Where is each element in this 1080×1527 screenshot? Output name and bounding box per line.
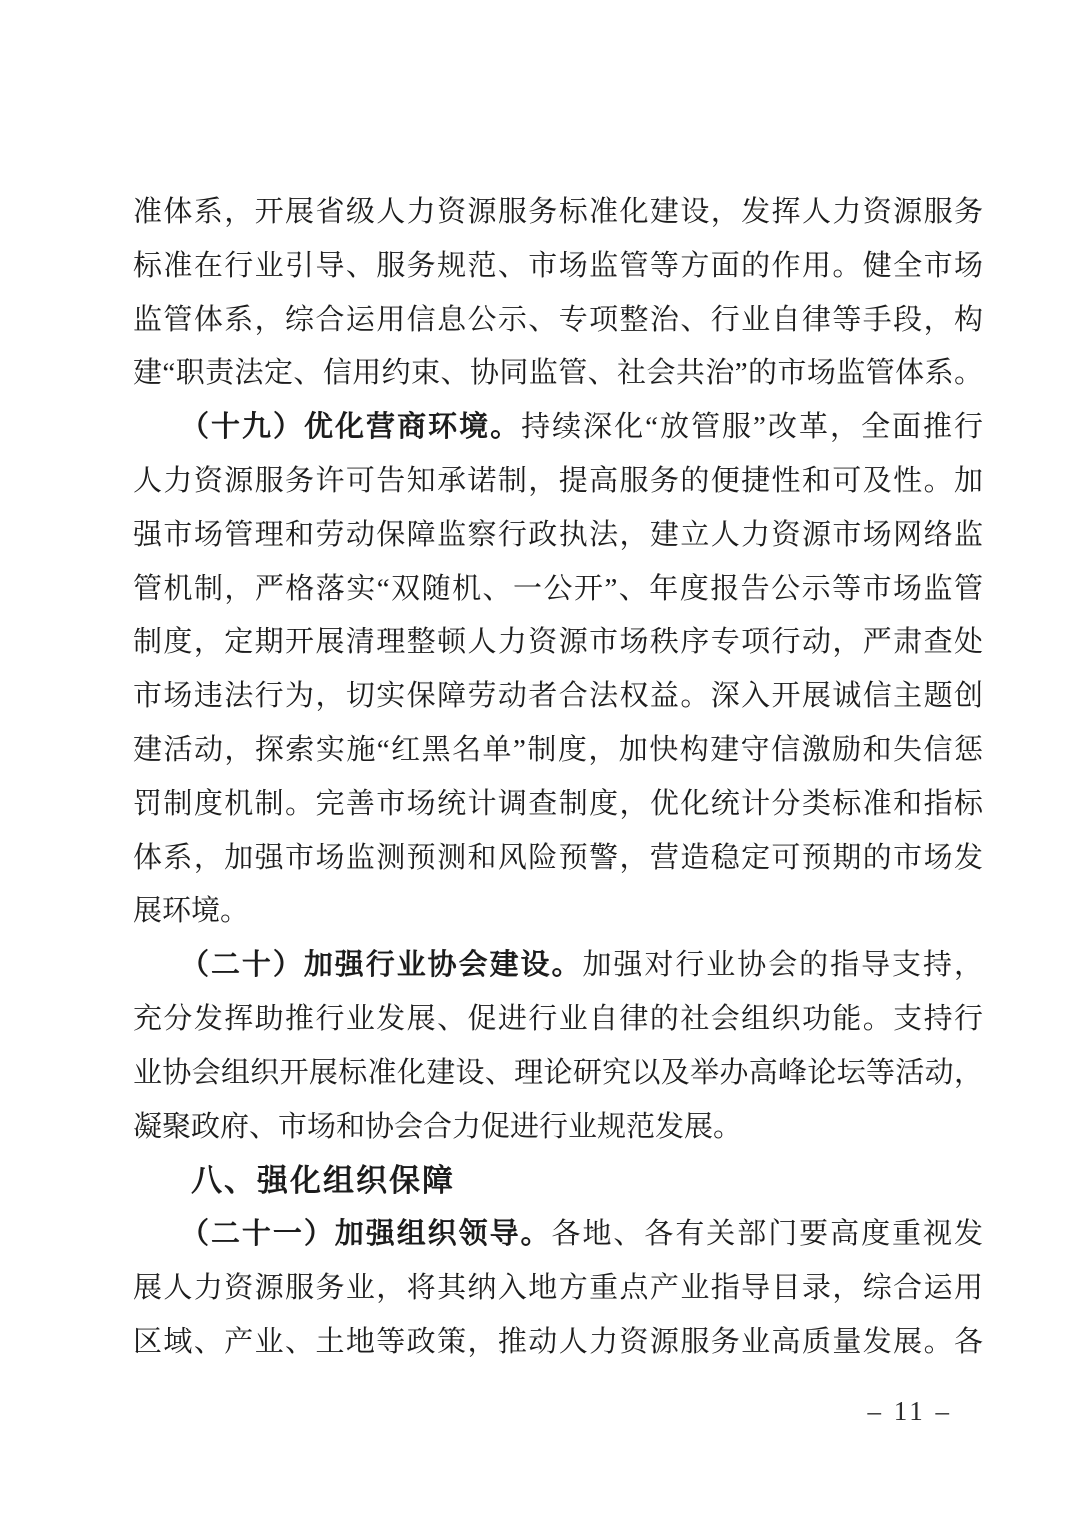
text-line: 展人力资源服务业，将其纳入地方重点产业指导目录，综合运用 [133, 1271, 983, 1304]
text-line: 建活动，探索实施“红黑名单”制度，加快构建守信激励和失信惩 [133, 733, 983, 766]
paragraph-item-21 [133, 1208, 983, 1369]
text-line: 管机制，严格落实“双随机、一公开”、年度报告公示等市场监管 [133, 572, 983, 605]
section-heading: 八、强化组织保障 [191, 1163, 455, 1199]
text-line: 凝聚政府、市场和协会合力促进行业规范发展。 [133, 1110, 743, 1143]
text-run: 持续深化“放管服”改革，全面推行 [521, 411, 983, 444]
text-line: 制度，定期开展清理整顿人力资源市场秩序专项行动，严肃查处 [133, 626, 983, 659]
text-line: 展环境。 [133, 895, 250, 928]
section-8 [133, 1154, 983, 1208]
text-line: 市场违法行为，切实保障劳动者合法权益。深入开展诚信主题创 [133, 680, 983, 713]
text-line [133, 401, 983, 455]
document-page [133, 186, 983, 1370]
text-line: 强市场管理和劳动保障监察行政执法，建立人力资源市场网络监 [133, 518, 983, 551]
text-line: 罚制度机制。完善市场统计调查制度，优化统计分类标准和指标 [133, 787, 983, 820]
text-line: 建“职责法定、信用约束、协同监管、社会共治”的市场监管体系。 [133, 357, 983, 390]
text-run: 各地、各有关部门要高度重视发 [551, 1218, 983, 1251]
text-line [133, 1208, 983, 1262]
text-line: 充分发挥助推行业发展、促进行业自律的社会组织功能。支持行 [133, 1002, 983, 1035]
text-line: 监管体系，综合运用信息公示、专项整治、行业自律等手段，构 [133, 303, 983, 336]
item-heading-20: （二十）加强行业协会建设。 [180, 949, 583, 982]
text-line: 业协会组织开展标准化建设、理论研究以及举办高峰论坛等活动， [133, 1056, 983, 1089]
text-line: 区域、产业、土地等政策，推动人力资源服务业高质量发展。各 [133, 1325, 983, 1358]
text-line: 人力资源服务许可告知承诺制，提高服务的便捷性和可及性。加 [133, 464, 983, 497]
text-line [133, 939, 983, 993]
text-run: 加强对行业协会的指导支持， [582, 949, 983, 982]
item-heading-21: （二十一）加强组织领导。 [180, 1218, 552, 1251]
paragraph-item-19 [133, 401, 983, 939]
item-heading-19: （十九）优化营商环境。 [180, 411, 522, 444]
page-number: – 11 – [867, 1396, 952, 1426]
paragraph-item-20 [133, 939, 983, 1154]
text-line: 准体系，开展省级人力资源服务标准化建设，发挥人力资源服务 [133, 196, 983, 228]
paragraph-standards-continuation [133, 186, 983, 401]
text-line: 体系，加强市场监测预测和风险预警，营造稳定可预期的市场发 [133, 841, 983, 874]
text-line: 标准在行业引导、服务规范、市场监管等方面的作用。健全市场 [133, 249, 983, 282]
